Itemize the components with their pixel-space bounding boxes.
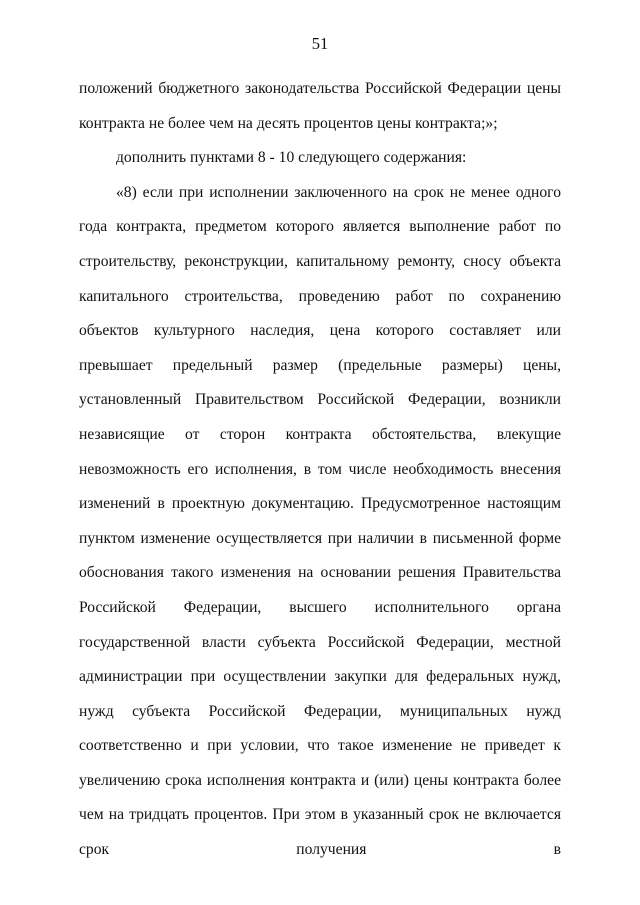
- paragraph-add-items-intro: дополнить пунктами 8 - 10 следующего содержания:: [116, 149, 467, 167]
- paragraph-budget-law-continuation: положений бюджетного законодательства Российской Федерации цены контракта не более чем на десять процентов цены контракта;»;: [79, 80, 561, 132]
- page-number: 51: [311, 34, 329, 53]
- paragraph-item-8: «8) если при исполнении заключенного на срок не менее одного года контракта, предметом которого является выполнение работ по строительству, реконструкции, капитальному ремонту, сносу объекта капитального строительства, проведению работ по сохранению объектов культурного наследия, цена которого составляет или превышает предельный размер (предельные размеры) цены, установленный Правительством Российской Федерации, возникли независящие от сторон контракта обстоятельства, влекущие невозможность его исполнения, в том числе необходимость внесения изменений в проектную документацию. Предусмотренное настоящим пунктом изменение осуществляется при наличии в письменной форме обоснования такого изменения на основании решения Правительства Российской Федерации, высшего исполнительного органа государственной власти субъекта Российской Федерации, местной администрации при осуществлении закупки для федеральных нужд, нужд субъекта Российской Федерации, муниципальных нужд соответственно и при условии, что такое изменение не приведет к увеличению срока исполнения контракта и (или) цены контракта более чем на тридцать процентов. При этом в указанный срок не включается срок получения в: [79, 183, 561, 859]
- document-body: [79, 72, 561, 868]
